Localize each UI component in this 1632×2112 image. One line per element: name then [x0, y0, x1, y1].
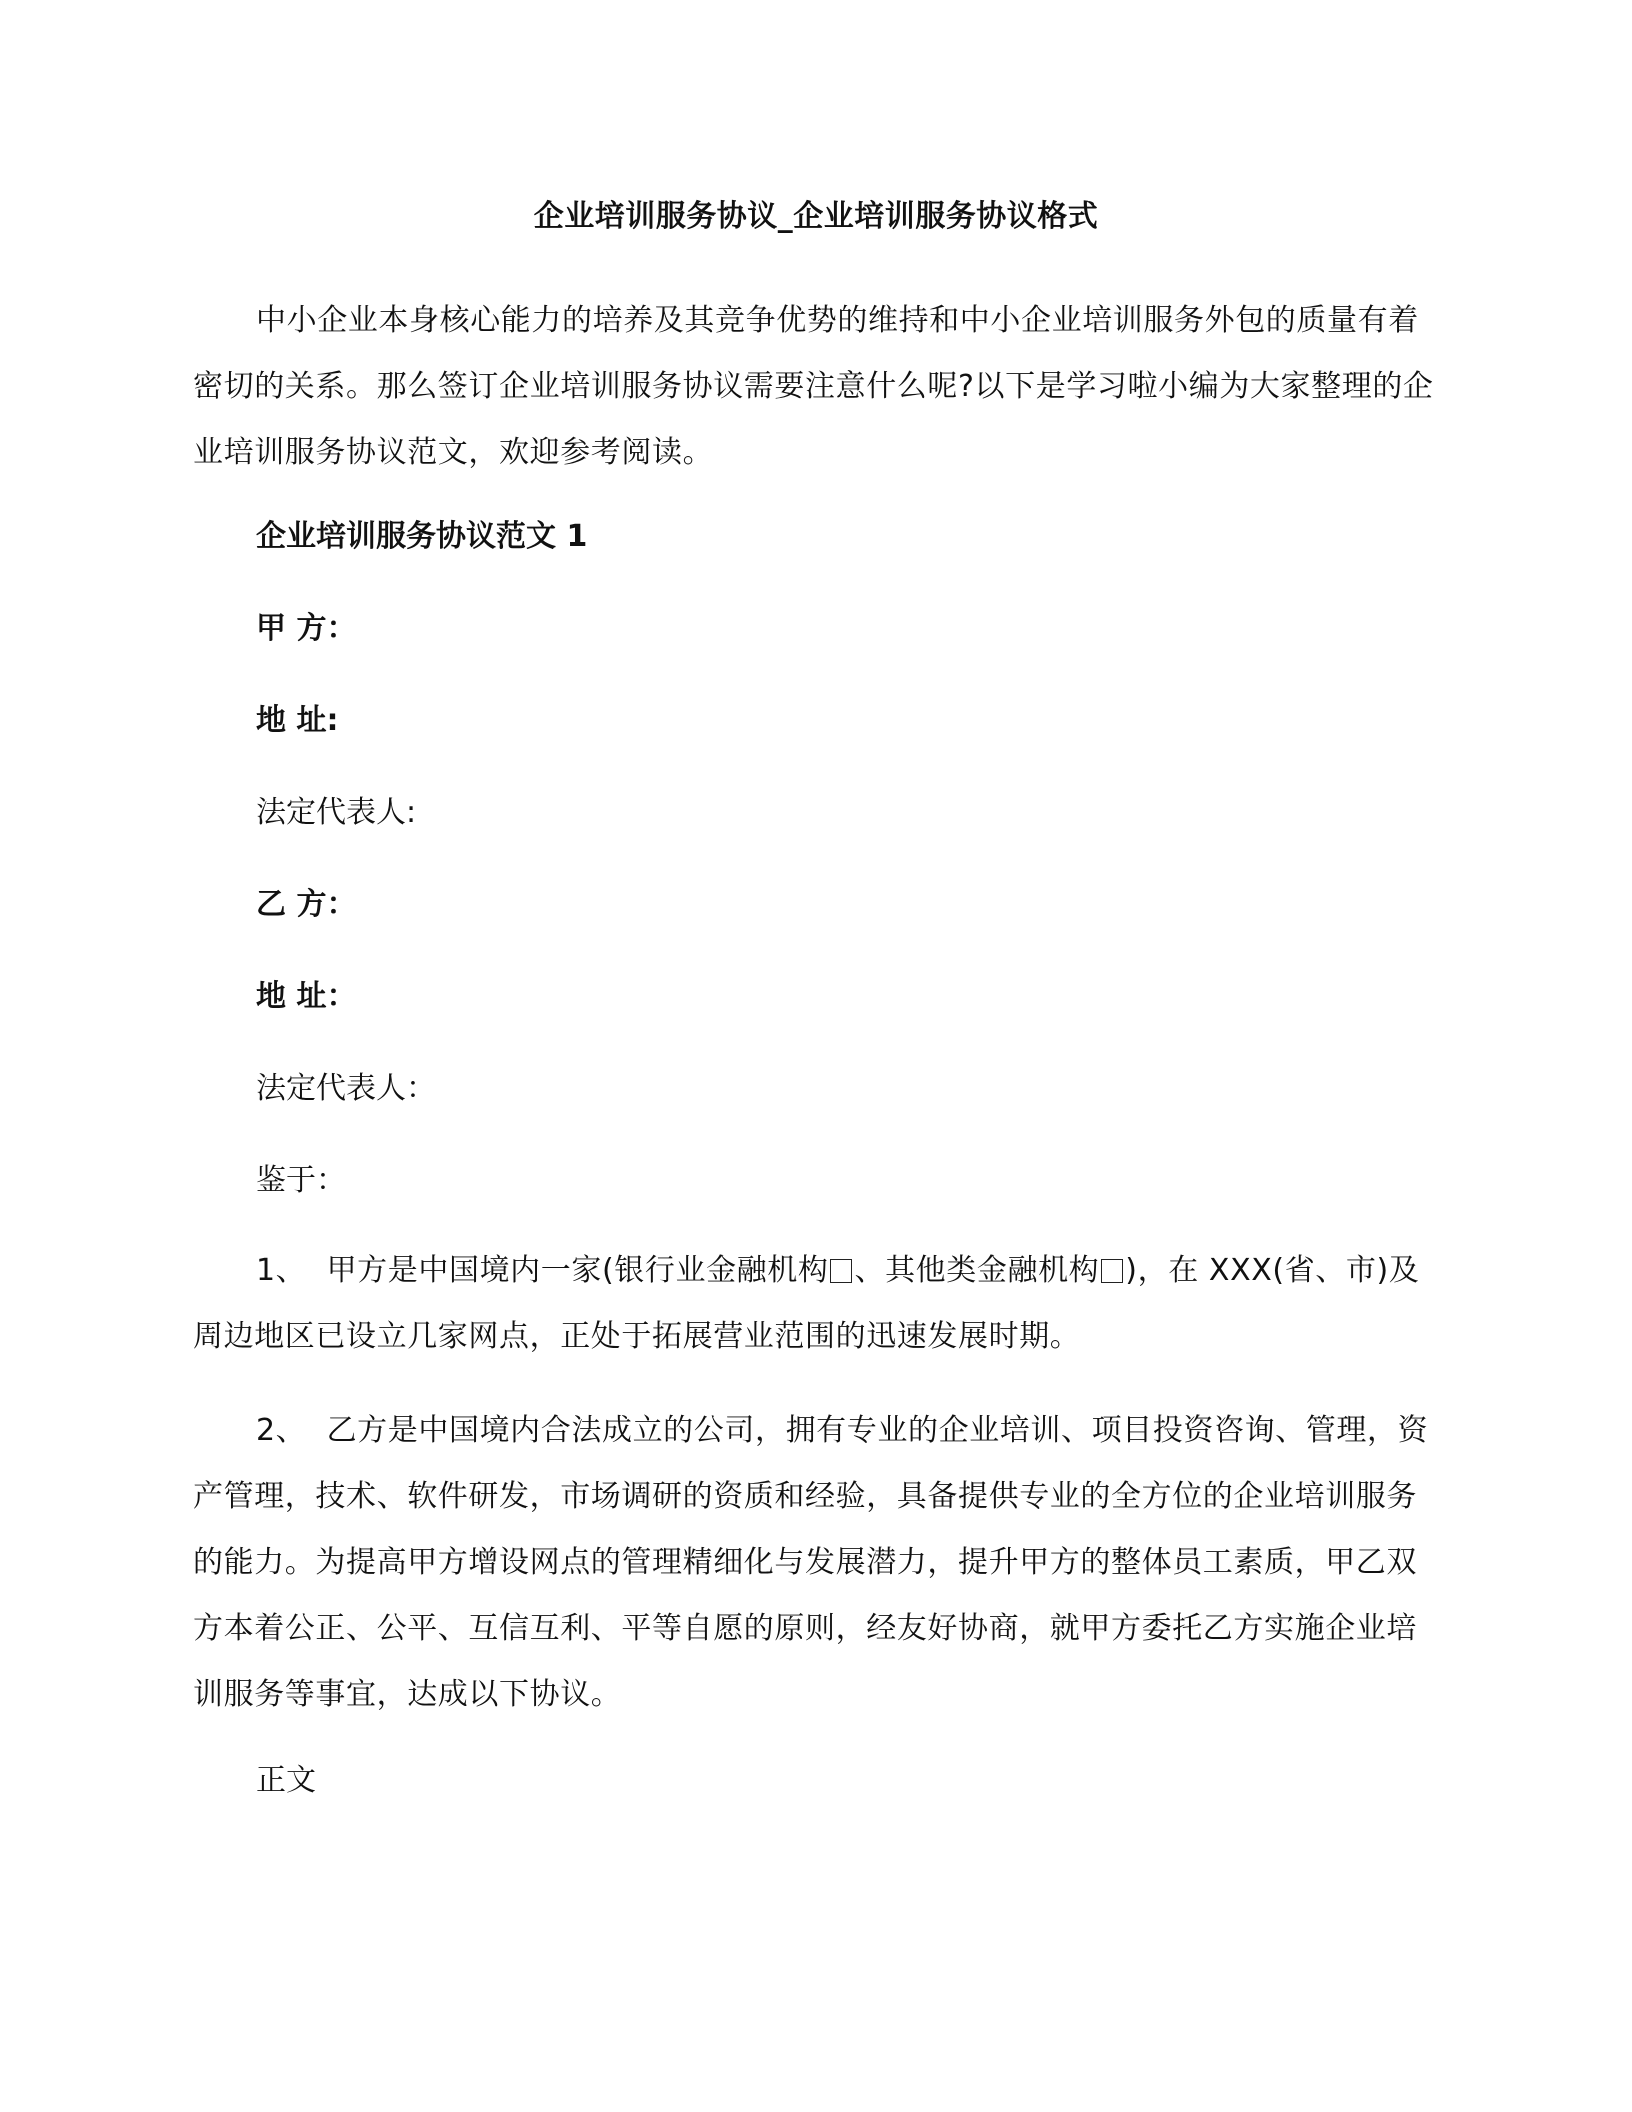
clause-2: [193, 1398, 1443, 1728]
party-a-legal-rep-label: 法定代表人:: [256, 795, 417, 830]
clause-1-number: 1、: [256, 1253, 307, 1288]
clause-1-text-c: )，在 XXX(省、市)及周边地区已设立几家网点，正处于拓展营业范围的迅速发展时期。: [193, 1253, 1420, 1354]
clause-1-text-b: 、其他类金融机构: [854, 1253, 1100, 1288]
whereas-label: 鉴于：: [256, 1163, 346, 1198]
clause-1-text-a: 甲方是中国境内一家(银行业金融机构: [326, 1253, 829, 1288]
document-title: 企业培训服务协议_企业培训服务协议格式: [533, 199, 1099, 234]
party-b-label: 乙 方：: [256, 887, 357, 922]
section-heading: 企业培训服务协议范文 1: [256, 519, 588, 554]
party-b-address-label: 地 址：: [256, 979, 357, 1014]
party-b-legal-rep-label: 法定代表人：: [256, 1071, 436, 1106]
party-a-address-label: 地 址:: [256, 703, 339, 738]
clause-2-text: 乙方是中国境内合法成立的公司，拥有专业的企业培训、项目投资咨询、管理，资产管理，技术、软件研发，市场调研的资质和经验，具备提供专业的全方位的企业培训服务的能力。为提高甲方增设网点的管理精细化与发展潜力，提升甲方的整体员工素质，甲乙双方本着公正、公平、互信互利、平等自愿的原则，经友好协商，就甲方委托乙方实施企业培训服务等事宜，达成以下协议。: [193, 1413, 1429, 1712]
clause-1: [193, 1238, 1443, 1370]
body-heading: 正文: [256, 1763, 316, 1798]
checkbox-other-financial-institution[interactable]: [1101, 1259, 1123, 1283]
clause-2-number: 2、: [256, 1413, 307, 1448]
checkbox-banking-institution[interactable]: [830, 1259, 852, 1283]
intro-paragraph: 中小企业本身核心能力的培养及其竞争优势的维持和中小企业培训服务外包的质量有着密切的关系。那么签订企业培训服务协议需要注意什么呢?以下是学习啦小编为大家整理的企业培训服务协议范文，欢迎参考阅读。: [193, 303, 1434, 470]
party-a-label: 甲 方：: [256, 611, 357, 646]
